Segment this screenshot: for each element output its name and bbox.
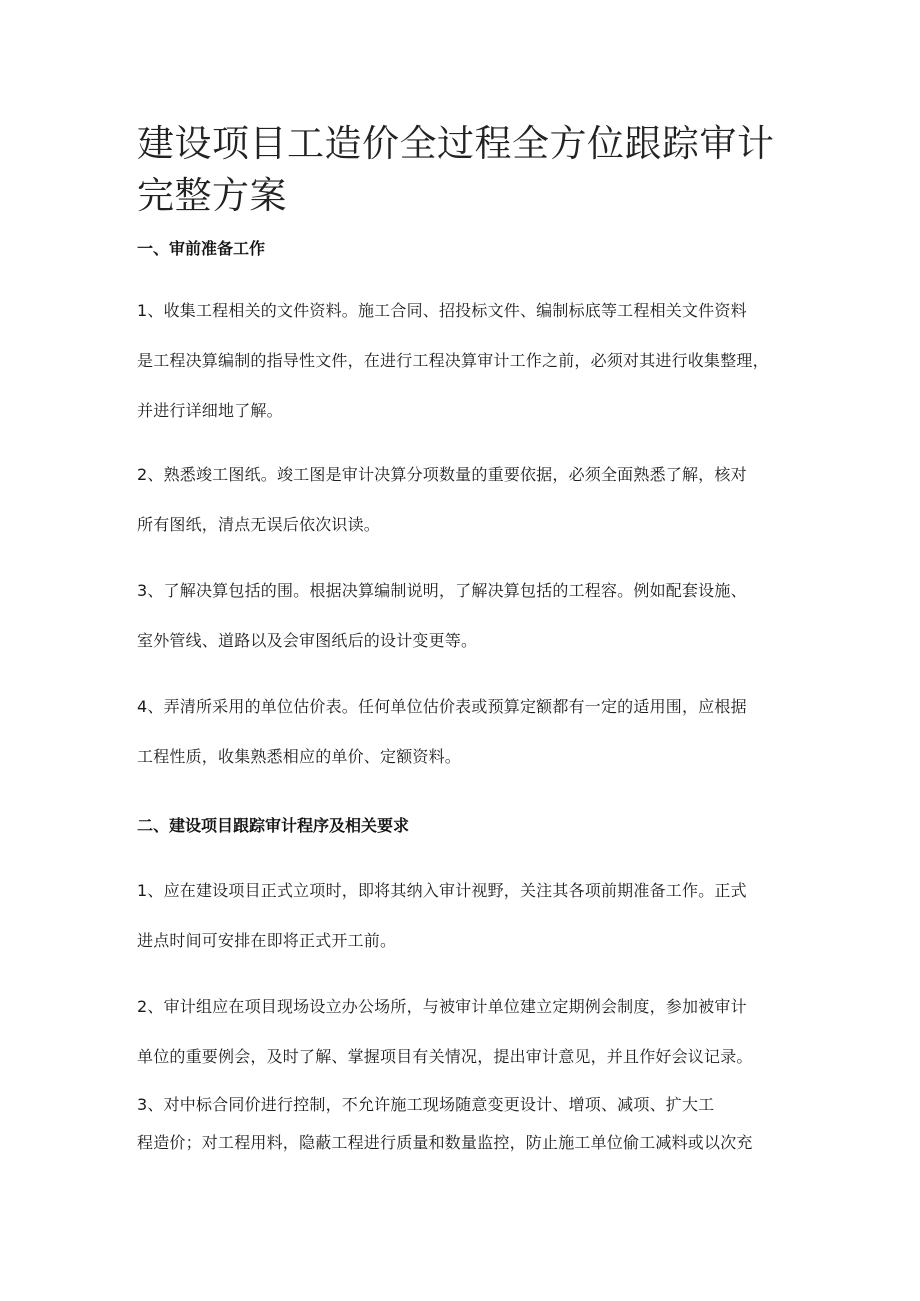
paragraph-line: 3、了解决算包括的围。根据决算编制说明，了解决算包括的工程容。例如配套设施、 <box>137 581 747 600</box>
paragraph-line: 1、应在建设项目正式立项时，即将其纳入审计视野，关注其各项前期准备工作。正式 <box>137 881 747 900</box>
document-title: 建设项目工造价全过程全方位跟踪审计完整方案 <box>137 122 775 217</box>
paragraph-line: 工程性质，收集熟悉相应的单价、定额资料。 <box>137 747 462 766</box>
paragraph-1-1 <box>137 286 797 436</box>
paragraph-1-3 <box>137 566 797 666</box>
paragraph-line: 是工程决算编制的指导性文件，在进行工程决算审计工作之前，必须对其进行收集整理， <box>137 351 769 370</box>
paragraph-line: 进点时间可安排在即将正式开工前。 <box>137 931 397 950</box>
paragraph-line: 室外管线、道路以及会审图纸后的设计变更等。 <box>137 631 478 650</box>
paragraph-line: 程造价；对工程用料，隐蔽工程进行质量和数量监控，防止施工单位偷工减料或以次充 <box>137 1133 753 1152</box>
paragraph-1-4 <box>137 682 797 782</box>
paragraph-line: 1、收集工程相关的文件资料。施工合同、招投标文件、编制标底等工程相关文件资料 <box>137 301 747 320</box>
paragraph-line: 2、熟悉竣工图纸。竣工图是审计决算分项数量的重要依据，必须全面熟悉了解，核对 <box>137 465 747 484</box>
paragraph-2-2 <box>137 982 797 1082</box>
paragraph-line: 并进行详细地了解。 <box>137 401 283 420</box>
paragraph-line: 2、审计组应在项目现场设立办公场所，与被审计单位建立定期例会制度，参加被审计 <box>137 997 747 1016</box>
section-heading-2: 二、建设项目跟踪审计程序及相关要求 <box>137 816 410 835</box>
paragraph-line: 3、对中标合同价进行控制，不允许施工现场随意变更设计、增项、减项、扩大工 <box>137 1095 715 1114</box>
paragraph-line: 单位的重要例会，及时了解、掌握项目有关情况，提出审计意见，并且作好会议记录。 <box>137 1047 753 1066</box>
paragraph-line: 所有图纸，清点无误后依次识读。 <box>137 515 381 534</box>
paragraph-2-3 <box>137 1086 797 1162</box>
paragraph-1-2 <box>137 450 797 550</box>
paragraph-line: 4、弄清所采用的单位估价表。任何单位估价表或预算定额都有一定的适用围，应根据 <box>137 697 747 716</box>
section-heading-1: 一、审前准备工作 <box>137 239 266 258</box>
paragraph-2-1 <box>137 866 797 966</box>
